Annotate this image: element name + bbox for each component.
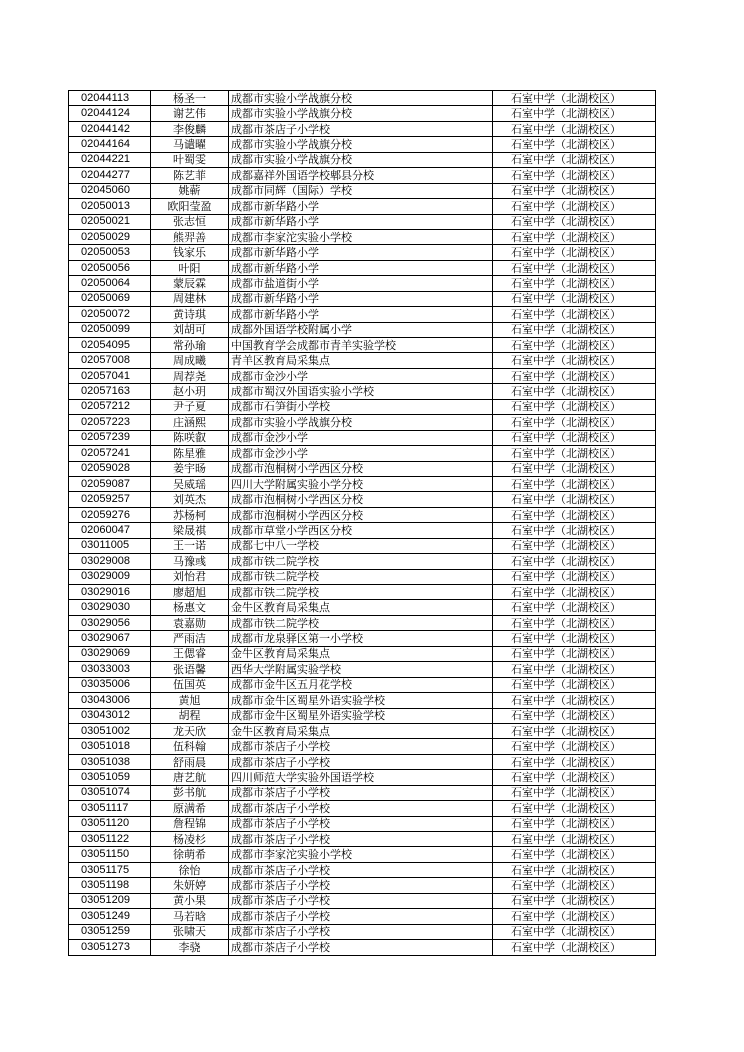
student-id-cell: 03051059 (69, 770, 151, 785)
table-row (69, 461, 656, 476)
student-name-cell: 马豫彧 (151, 554, 229, 569)
student-id-cell: 02059028 (69, 461, 151, 476)
table-row (69, 507, 656, 522)
table-row (69, 662, 656, 677)
admission-table-body (69, 91, 656, 956)
school-cell: 四川大学附属实验小学分校 (229, 476, 493, 491)
student-name-cell: 徐怡 (151, 862, 229, 877)
student-id-cell: 02050072 (69, 307, 151, 322)
school-cell: 成都市盐道街小学 (229, 276, 493, 291)
student-name-cell: 杨惠文 (151, 600, 229, 615)
table-row (69, 893, 656, 908)
school-cell: 成都市泡桐树小学西区分校 (229, 492, 493, 507)
destination-cell: 石室中学（北湖校区） (493, 415, 656, 430)
destination-cell: 石室中学（北湖校区） (493, 152, 656, 167)
student-name-cell: 王一诺 (151, 538, 229, 553)
table-row (69, 554, 656, 569)
student-name-cell: 常孙瑜 (151, 338, 229, 353)
school-cell: 金牛区教育局采集点 (229, 646, 493, 661)
table-row (69, 137, 656, 152)
student-id-cell: 03029030 (69, 600, 151, 615)
school-cell: 成都市铁二院学校 (229, 585, 493, 600)
student-id-cell: 02057241 (69, 446, 151, 461)
school-cell: 成都市龙泉驿区第一小学校 (229, 631, 493, 646)
school-cell: 成都市新华路小学 (229, 307, 493, 322)
table-row (69, 245, 656, 260)
student-id-cell: 02050056 (69, 260, 151, 275)
school-cell: 成都市铁二院学校 (229, 554, 493, 569)
destination-cell: 石室中学（北湖校区） (493, 121, 656, 136)
student-id-cell: 03051273 (69, 940, 151, 955)
student-id-cell: 03051198 (69, 878, 151, 893)
destination-cell: 石室中学（北湖校区） (493, 801, 656, 816)
student-id-cell: 03043012 (69, 708, 151, 723)
table-row (69, 183, 656, 198)
school-cell: 成都市实验小学战旗分校 (229, 137, 493, 152)
destination-cell: 石室中学（北湖校区） (493, 615, 656, 630)
student-id-cell: 03051249 (69, 909, 151, 924)
table-row (69, 260, 656, 275)
destination-cell: 石室中学（北湖校区） (493, 662, 656, 677)
table-row (69, 940, 656, 955)
destination-cell: 石室中学（北湖校区） (493, 214, 656, 229)
student-name-cell: 姚蕲 (151, 183, 229, 198)
student-id-cell: 02044124 (69, 106, 151, 121)
table-row (69, 569, 656, 584)
school-cell: 成都市李家沱实验小学校 (229, 229, 493, 244)
student-name-cell: 周荐尧 (151, 368, 229, 383)
student-name-cell: 张啸天 (151, 924, 229, 939)
table-row (69, 585, 656, 600)
destination-cell: 石室中学（北湖校区） (493, 538, 656, 553)
table-row (69, 770, 656, 785)
destination-cell: 石室中学（北湖校区） (493, 631, 656, 646)
student-name-cell: 胡程 (151, 708, 229, 723)
table-row (69, 476, 656, 491)
table-row (69, 754, 656, 769)
destination-cell: 石室中学（北湖校区） (493, 461, 656, 476)
student-id-cell: 02044113 (69, 91, 151, 106)
destination-cell: 石室中学（北湖校区） (493, 137, 656, 152)
student-id-cell: 02044221 (69, 152, 151, 167)
table-row (69, 399, 656, 414)
student-id-cell: 03051259 (69, 924, 151, 939)
school-cell: 成都市金沙小学 (229, 368, 493, 383)
student-name-cell: 黄诗琪 (151, 307, 229, 322)
school-cell: 成都市实验小学战旗分校 (229, 91, 493, 106)
school-cell: 成都嘉祥外国语学校郫县分校 (229, 168, 493, 183)
destination-cell: 石室中学（北湖校区） (493, 245, 656, 260)
student-id-cell: 02057008 (69, 353, 151, 368)
destination-cell: 石室中学（北湖校区） (493, 832, 656, 847)
school-cell: 成都市茶店子小学校 (229, 862, 493, 877)
student-id-cell: 02057223 (69, 415, 151, 430)
student-id-cell: 03051117 (69, 801, 151, 816)
student-id-cell: 03043006 (69, 693, 151, 708)
school-cell: 成都市茶店子小学校 (229, 940, 493, 955)
student-name-cell: 马谴曜 (151, 137, 229, 152)
school-cell: 成都市茶店子小学校 (229, 754, 493, 769)
student-id-cell: 03033003 (69, 662, 151, 677)
destination-cell: 石室中学（北湖校区） (493, 229, 656, 244)
school-cell: 成都七中八一学校 (229, 538, 493, 553)
destination-cell: 石室中学（北湖校区） (493, 399, 656, 414)
student-name-cell: 钱家乐 (151, 245, 229, 260)
school-cell: 成都市茶店子小学校 (229, 832, 493, 847)
destination-cell: 石室中学（北湖校区） (493, 338, 656, 353)
table-row (69, 91, 656, 106)
student-name-cell: 彭书航 (151, 785, 229, 800)
table-row (69, 677, 656, 692)
table-row (69, 338, 656, 353)
student-name-cell: 叶蜀雯 (151, 152, 229, 167)
destination-cell: 石室中学（北湖校区） (493, 693, 656, 708)
table-row (69, 523, 656, 538)
destination-cell: 石室中学（北湖校区） (493, 507, 656, 522)
school-cell: 成都市金牛区蜀星外语实验学校 (229, 693, 493, 708)
student-name-cell: 马若晗 (151, 909, 229, 924)
destination-cell: 石室中学（北湖校区） (493, 924, 656, 939)
school-cell: 成都市实验小学战旗分校 (229, 152, 493, 167)
school-cell: 成都市蜀汉外国语实验小学校 (229, 384, 493, 399)
student-name-cell: 徐萌希 (151, 847, 229, 862)
student-name-cell: 黄小果 (151, 893, 229, 908)
table-row (69, 368, 656, 383)
school-cell: 成都市茶店子小学校 (229, 739, 493, 754)
table-row (69, 708, 656, 723)
student-name-cell: 严雨洁 (151, 631, 229, 646)
student-name-cell: 张志恒 (151, 214, 229, 229)
school-cell: 成都市同辉（国际）学校 (229, 183, 493, 198)
table-row (69, 430, 656, 445)
student-id-cell: 02059257 (69, 492, 151, 507)
table-row (69, 168, 656, 183)
school-cell: 成都市茶店子小学校 (229, 121, 493, 136)
table-row (69, 415, 656, 430)
student-id-cell: 03029008 (69, 554, 151, 569)
student-id-cell: 02044142 (69, 121, 151, 136)
destination-cell: 石室中学（北湖校区） (493, 893, 656, 908)
student-id-cell: 02045060 (69, 183, 151, 198)
student-name-cell: 李骁 (151, 940, 229, 955)
destination-cell: 石室中学（北湖校区） (493, 785, 656, 800)
school-cell: 成都市实验小学战旗分校 (229, 106, 493, 121)
table-row (69, 816, 656, 831)
school-cell: 成都外国语学校附属小学 (229, 322, 493, 337)
student-name-cell: 唐艺航 (151, 770, 229, 785)
school-cell: 成都市草堂小学西区分校 (229, 523, 493, 538)
table-row (69, 384, 656, 399)
student-name-cell: 杨圣一 (151, 91, 229, 106)
student-id-cell: 02050053 (69, 245, 151, 260)
student-name-cell: 谢艺伟 (151, 106, 229, 121)
destination-cell: 石室中学（北湖校区） (493, 569, 656, 584)
school-cell: 成都市金沙小学 (229, 446, 493, 461)
table-row (69, 801, 656, 816)
school-cell: 成都市新华路小学 (229, 214, 493, 229)
school-cell: 成都市金牛区五月花学校 (229, 677, 493, 692)
table-row (69, 492, 656, 507)
student-id-cell: 03029056 (69, 615, 151, 630)
destination-cell: 石室中学（北湖校区） (493, 476, 656, 491)
table-row (69, 847, 656, 862)
student-id-cell: 03051018 (69, 739, 151, 754)
student-id-cell: 02050021 (69, 214, 151, 229)
student-name-cell: 刘胡可 (151, 322, 229, 337)
table-row (69, 924, 656, 939)
school-cell: 成都市新华路小学 (229, 291, 493, 306)
destination-cell: 石室中学（北湖校区） (493, 739, 656, 754)
table-row (69, 723, 656, 738)
destination-cell: 石室中学（北湖校区） (493, 754, 656, 769)
student-name-cell: 欧阳莹盈 (151, 199, 229, 214)
school-cell: 成都市茶店子小学校 (229, 801, 493, 816)
destination-cell: 石室中学（北湖校区） (493, 183, 656, 198)
school-cell: 中国教育学会成都市青羊实验学校 (229, 338, 493, 353)
destination-cell: 石室中学（北湖校区） (493, 708, 656, 723)
table-row (69, 832, 656, 847)
student-id-cell: 02057163 (69, 384, 151, 399)
destination-cell: 石室中学（北湖校区） (493, 585, 656, 600)
student-name-cell: 詹程锦 (151, 816, 229, 831)
student-name-cell: 伍国英 (151, 677, 229, 692)
destination-cell: 石室中学（北湖校区） (493, 940, 656, 955)
table-row (69, 106, 656, 121)
table-row (69, 600, 656, 615)
table-row (69, 353, 656, 368)
school-cell: 成都市新华路小学 (229, 199, 493, 214)
student-name-cell: 陈艺菲 (151, 168, 229, 183)
admission-table (68, 90, 656, 956)
destination-cell: 石室中学（北湖校区） (493, 168, 656, 183)
school-cell: 成都市茶店子小学校 (229, 785, 493, 800)
school-cell: 金牛区教育局采集点 (229, 723, 493, 738)
student-id-cell: 03029067 (69, 631, 151, 646)
student-name-cell: 朱妍婷 (151, 878, 229, 893)
student-id-cell: 03035006 (69, 677, 151, 692)
student-name-cell: 李俊麟 (151, 121, 229, 136)
student-id-cell: 02059276 (69, 507, 151, 522)
student-id-cell: 02050029 (69, 229, 151, 244)
school-cell: 成都市泡桐树小学西区分校 (229, 461, 493, 476)
table-row (69, 646, 656, 661)
table-row (69, 446, 656, 461)
school-cell: 成都市李家沱实验小学校 (229, 847, 493, 862)
table-row (69, 785, 656, 800)
school-cell: 成都市茶店子小学校 (229, 893, 493, 908)
school-cell: 成都市新华路小学 (229, 245, 493, 260)
student-name-cell: 伍科翰 (151, 739, 229, 754)
student-id-cell: 03029009 (69, 569, 151, 584)
student-name-cell: 陈星雅 (151, 446, 229, 461)
student-id-cell: 03029016 (69, 585, 151, 600)
student-name-cell: 周建林 (151, 291, 229, 306)
school-cell: 成都市泡桐树小学西区分校 (229, 507, 493, 522)
table-row (69, 214, 656, 229)
destination-cell: 石室中学（北湖校区） (493, 600, 656, 615)
school-cell: 成都市茶店子小学校 (229, 924, 493, 939)
student-name-cell: 吴威瑶 (151, 476, 229, 491)
destination-cell: 石室中学（北湖校区） (493, 770, 656, 785)
student-name-cell: 原满希 (151, 801, 229, 816)
destination-cell: 石室中学（北湖校区） (493, 430, 656, 445)
destination-cell: 石室中学（北湖校区） (493, 368, 656, 383)
school-cell: 西华大学附属实验学校 (229, 662, 493, 677)
destination-cell: 石室中学（北湖校区） (493, 353, 656, 368)
school-cell: 成都市金牛区蜀星外语实验学校 (229, 708, 493, 723)
student-name-cell: 赵小玥 (151, 384, 229, 399)
student-name-cell: 熊羿善 (151, 229, 229, 244)
school-cell: 成都市茶店子小学校 (229, 878, 493, 893)
destination-cell: 石室中学（北湖校区） (493, 554, 656, 569)
table-row (69, 878, 656, 893)
student-name-cell: 舒雨晨 (151, 754, 229, 769)
table-row (69, 538, 656, 553)
student-id-cell: 02057239 (69, 430, 151, 445)
destination-cell: 石室中学（北湖校区） (493, 446, 656, 461)
school-cell: 成都市茶店子小学校 (229, 816, 493, 831)
student-name-cell: 梁晟祺 (151, 523, 229, 538)
student-id-cell: 03029069 (69, 646, 151, 661)
student-name-cell: 蒙辰霖 (151, 276, 229, 291)
student-id-cell: 03051122 (69, 832, 151, 847)
table-row (69, 909, 656, 924)
student-id-cell: 02044164 (69, 137, 151, 152)
student-name-cell: 陈咲叡 (151, 430, 229, 445)
student-id-cell: 02057041 (69, 368, 151, 383)
student-name-cell: 黄旭 (151, 693, 229, 708)
school-cell: 成都市金沙小学 (229, 430, 493, 445)
destination-cell: 石室中学（北湖校区） (493, 909, 656, 924)
student-name-cell: 刘怡君 (151, 569, 229, 584)
destination-cell: 石室中学（北湖校区） (493, 199, 656, 214)
destination-cell: 石室中学（北湖校区） (493, 322, 656, 337)
student-id-cell: 03051038 (69, 754, 151, 769)
table-row (69, 199, 656, 214)
table-row (69, 291, 656, 306)
destination-cell: 石室中学（北湖校区） (493, 523, 656, 538)
student-name-cell: 庄涵熙 (151, 415, 229, 430)
school-cell: 四川师范大学实验外国语学校 (229, 770, 493, 785)
student-id-cell: 02050064 (69, 276, 151, 291)
student-id-cell: 03051175 (69, 862, 151, 877)
destination-cell: 石室中学（北湖校区） (493, 677, 656, 692)
table-row (69, 307, 656, 322)
school-cell: 成都市实验小学战旗分校 (229, 415, 493, 430)
student-id-cell: 02050013 (69, 199, 151, 214)
table-row (69, 152, 656, 167)
table-row (69, 739, 656, 754)
table-row (69, 631, 656, 646)
table-row (69, 276, 656, 291)
student-id-cell: 03051120 (69, 816, 151, 831)
student-name-cell: 刘英杰 (151, 492, 229, 507)
student-name-cell: 叶阳 (151, 260, 229, 275)
destination-cell: 石室中学（北湖校区） (493, 276, 656, 291)
student-name-cell: 周成曦 (151, 353, 229, 368)
student-id-cell: 03051150 (69, 847, 151, 862)
student-name-cell: 苏杨柯 (151, 507, 229, 522)
table-row (69, 121, 656, 136)
student-id-cell: 02059087 (69, 476, 151, 491)
student-id-cell: 02054095 (69, 338, 151, 353)
school-cell: 青羊区教育局采集点 (229, 353, 493, 368)
destination-cell: 石室中学（北湖校区） (493, 260, 656, 275)
school-cell: 成都市铁二院学校 (229, 569, 493, 584)
student-name-cell: 尹子夏 (151, 399, 229, 414)
school-cell: 成都市石笋街小学校 (229, 399, 493, 414)
table-row (69, 693, 656, 708)
destination-cell: 石室中学（北湖校区） (493, 492, 656, 507)
destination-cell: 石室中学（北湖校区） (493, 384, 656, 399)
student-name-cell: 张语馨 (151, 662, 229, 677)
destination-cell: 石室中学（北湖校区） (493, 816, 656, 831)
student-id-cell: 03051002 (69, 723, 151, 738)
student-id-cell: 03051074 (69, 785, 151, 800)
destination-cell: 石室中学（北湖校区） (493, 862, 656, 877)
student-id-cell: 02044277 (69, 168, 151, 183)
student-name-cell: 龙天欣 (151, 723, 229, 738)
destination-cell: 石室中学（北湖校区） (493, 291, 656, 306)
destination-cell: 石室中学（北湖校区） (493, 91, 656, 106)
student-name-cell: 王偲睿 (151, 646, 229, 661)
student-id-cell: 02057212 (69, 399, 151, 414)
student-id-cell: 02050069 (69, 291, 151, 306)
school-cell: 金牛区教育局采集点 (229, 600, 493, 615)
destination-cell: 石室中学（北湖校区） (493, 106, 656, 121)
destination-cell: 石室中学（北湖校区） (493, 723, 656, 738)
table-row (69, 322, 656, 337)
destination-cell: 石室中学（北湖校区） (493, 878, 656, 893)
school-cell: 成都市新华路小学 (229, 260, 493, 275)
student-name-cell: 廖超旭 (151, 585, 229, 600)
destination-cell: 石室中学（北湖校区） (493, 847, 656, 862)
student-name-cell: 姜宇旸 (151, 461, 229, 476)
destination-cell: 石室中学（北湖校区） (493, 646, 656, 661)
table-row (69, 229, 656, 244)
student-id-cell: 02050099 (69, 322, 151, 337)
student-id-cell: 02060047 (69, 523, 151, 538)
table-row (69, 862, 656, 877)
student-name-cell: 袁嘉勋 (151, 615, 229, 630)
school-cell: 成都市铁二院学校 (229, 615, 493, 630)
table-row (69, 615, 656, 630)
student-name-cell: 杨凌杉 (151, 832, 229, 847)
school-cell: 成都市茶店子小学校 (229, 909, 493, 924)
student-id-cell: 03051209 (69, 893, 151, 908)
destination-cell: 石室中学（北湖校区） (493, 307, 656, 322)
student-id-cell: 03011005 (69, 538, 151, 553)
